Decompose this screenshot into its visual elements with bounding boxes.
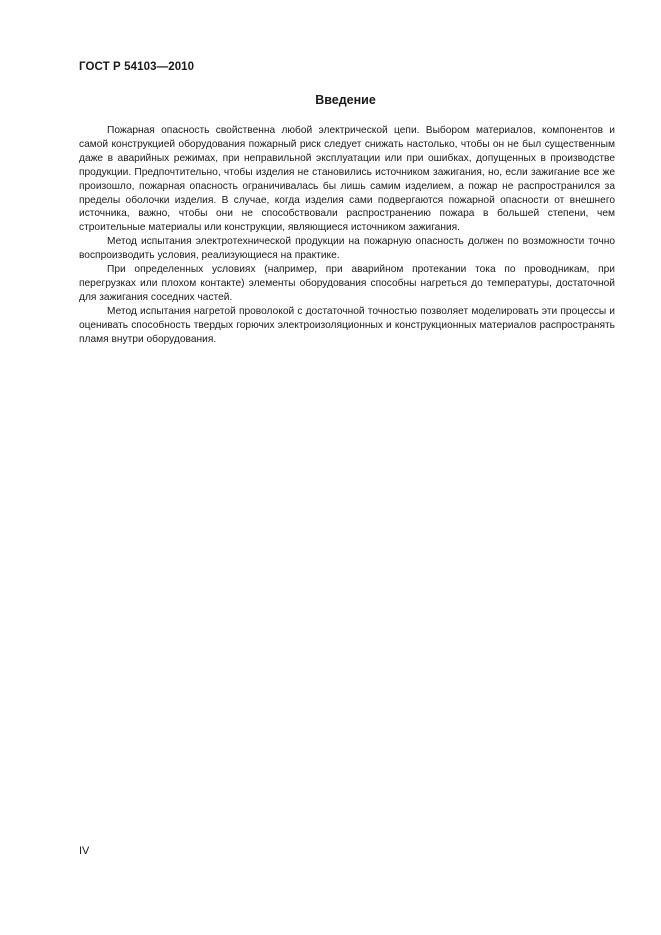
body-text	[79, 124, 615, 347]
paragraph: Метод испытания нагретой проволокой с достаточной точностью позволяет моделировать эти процессы и оценивать способность твердых горючих электроизоляционных и конструкционных материалов распространять пламя внутри оборудования.	[79, 305, 615, 345]
document-header: ГОСТ Р 54103—2010	[79, 61, 195, 73]
paragraph: При определенных условиях (например, при аварийном протекании тока по проводникам, при перегрузках или плохом контакте) элементы оборудования способны нагреться до температуры, достаточной для зажигания соседних частей.	[79, 264, 615, 303]
paragraph: Пожарная опасность свойственна любой электрической цепи. Выбором материалов, компонентов и самой конструкцией оборудования пожарный риск следует снижать настолько, чтобы он не был существенным даже в аварийных режимах, при неправильной эксплуатации или при ошибках, допущенных в производстве продукции. Предпочтительно, чтобы изделия не становились источником зажигания, но, если зажигание все же произошло, пожарная опасность ограничивалась бы лишь самим изделием, а пожар не распространился за пределы оболочки изделия. В случае, когда изделия сами подвергаются пожарной опасности от внешнего источника, важно, чтобы они не способствовали распространению пожара в большей степени, чем строительные материалы или конструкции, являющиеся источником зажигания.	[79, 125, 615, 234]
paragraph: Метод испытания электротехнической продукции на пожарную опасность должен по возможности точно воспроизводить условия, реализующиеся на практике.	[79, 236, 615, 262]
page-number: IV	[79, 845, 90, 857]
section-title: Введение	[315, 93, 376, 107]
